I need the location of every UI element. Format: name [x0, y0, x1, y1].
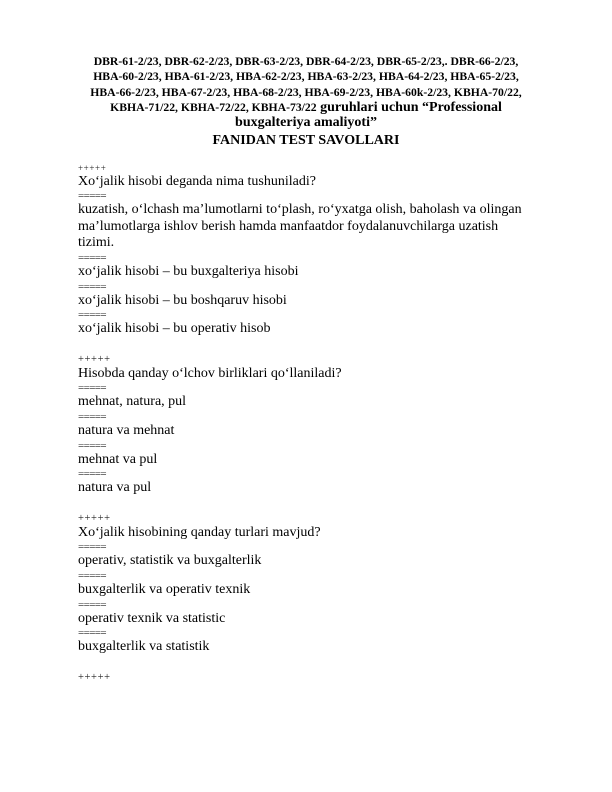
answer-separator: =====	[78, 411, 107, 424]
answer-separator: =====	[78, 280, 107, 293]
group-list	[78, 54, 534, 115]
answer-separator: =====	[78, 190, 107, 203]
block-gap	[78, 338, 534, 354]
question-block	[78, 163, 534, 338]
answer-separator: =====	[78, 309, 107, 322]
course-title: buxgalteriya amaliyoti”	[235, 115, 377, 131]
answer-separator: =====	[78, 468, 107, 481]
group-list-line: HBA-66-2/23, HBA-67-2/23, HBA-68-2/23, HBA-69-2/23, HBA-60k-2/23, KBHA-70/22,	[90, 85, 522, 99]
answer-text: xo‘jalik hisobi – bu boshqaruv hisobi	[78, 292, 287, 308]
group-list-line: DBR-61-2/23, DBR-62-2/23, DBR-63-2/23, DBR-64-2/23, DBR-65-2/23,. DBR-66-2/23,	[93, 55, 519, 68]
answer-separator: =====	[78, 541, 107, 554]
answer-text: xo‘jalik hisobi – bu operativ hisob	[78, 321, 271, 337]
answer-separator: =====	[78, 570, 107, 582]
answer-separator: =====	[78, 598, 107, 611]
question-marker: +++++	[78, 512, 111, 524]
question-marker: +++++	[78, 671, 111, 683]
group-list-line: HBA-60-2/23, HBA-61-2/23, HBA-62-2/23, HBA-63-2/23, HBA-64-2/23, HBA-65-2/23,	[93, 70, 519, 84]
answer-text: mehnat, natura, pul	[78, 394, 187, 410]
block-gap	[78, 497, 534, 513]
question-text: Xo‘jalik hisobining qanday turlari mavjud?	[78, 524, 321, 540]
answer-text: buxgalterlik va statistik	[78, 639, 210, 655]
question-block	[78, 354, 534, 497]
block-gap	[78, 656, 534, 672]
question-marker: +++++	[78, 162, 107, 173]
group-codes: KBHA-71/22, KBHA-72/22, KBHA-73/22	[110, 100, 317, 114]
course-intro: guruhlari uchun “Professional	[316, 99, 502, 115]
answer-separator: =====	[78, 439, 107, 452]
question-block	[78, 513, 534, 656]
answer-text: kuzatish, o‘lchash ma’lumotlarni to‘plash, ro‘yxatga olish, baholash va olingan ma’lumotlarga ishlov berish hamda manfaatdor foydalanuvchilarga uzatish tizimi.	[78, 202, 522, 251]
answer-text: operativ, statistik va buxgalterlik	[78, 553, 262, 569]
answer-separator: =====	[78, 382, 107, 395]
group-list-line	[78, 100, 534, 115]
answer-text: buxgalterlik va operativ texnik	[78, 582, 251, 597]
question-text: Xo‘jalik hisobi deganda nima tushuniladi?	[78, 173, 316, 189]
answer-text: xo‘jalik hisobi – bu buxgalteriya hisobi	[78, 264, 299, 280]
document-title: FANIDAN TEST SAVOLLARI	[212, 132, 400, 148]
answer-text: natura va mehnat	[78, 423, 175, 439]
question-marker: +++++	[78, 353, 111, 365]
answer-text: mehnat va pul	[78, 451, 158, 467]
question-text: Hisobda qanday o‘lchov birliklari qo‘llaniladi?	[78, 365, 342, 381]
answer-text: operativ texnik va statistic	[78, 610, 226, 626]
answer-separator: =====	[78, 252, 107, 265]
document-header	[78, 54, 534, 149]
answer-text: natura va pul	[78, 480, 152, 496]
answer-separator: =====	[78, 627, 107, 640]
